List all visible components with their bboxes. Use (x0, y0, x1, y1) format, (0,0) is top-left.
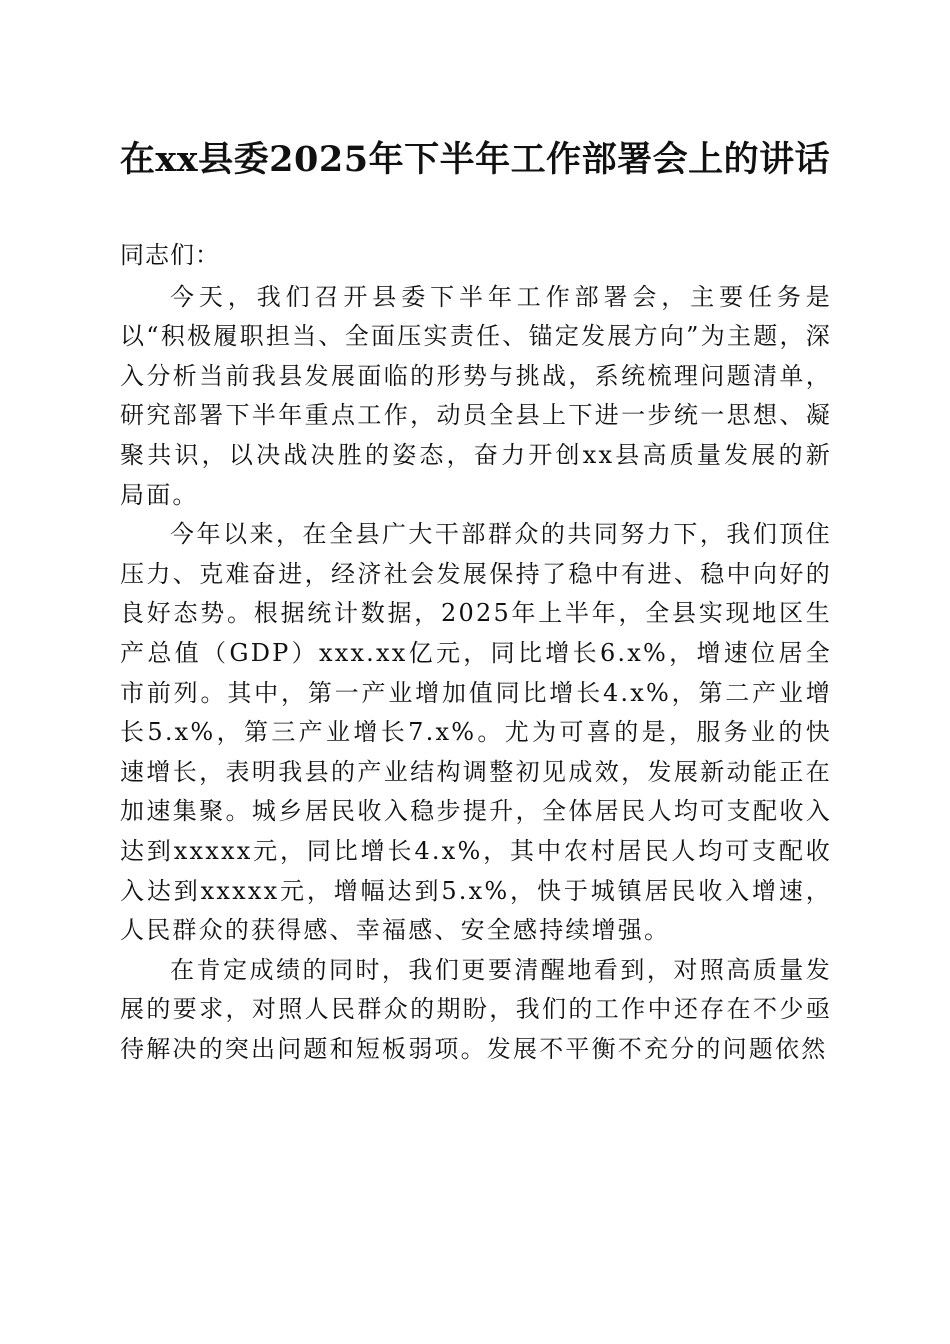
document-title: 在xx县委2025年下半年工作部署会上的讲话 (119, 139, 831, 180)
salutation: 同志们： (120, 241, 220, 269)
paragraph-problems: 在肯定成绩的同时，我们更要清醒地看到，对照高质量发展的要求，对照人民群众的期盼，我们的工作中还存在不少亟待解决的突出问题和短板弱项。发展不平衡不充分的问题依然 (120, 955, 832, 1063)
paragraph-achievements: 今年以来，在全县广大干部群众的共同努力下，我们顶住压力、克难奋进，经济社会发展保持了稳中有进、稳中向好的良好态势。根据统计数据，2025年上半年，全县实现地区生产总值（GDP）xxx.xx亿元，同比增长6.x%，增速位居全市前列。其中，第一产业增加值同比增长4.x%，第二产业增长5.x%，第三产业增长7.x%。尤为可喜的是，服务业的快速增长，表明我县的产业结构调整初见成效，发展新动能正在加速集聚。城乡居民收入稳步提升，全体居民人均可支配收入达到xxxxx元，同比增长4.x%，其中农村居民人均可支配收入达到xxxxx元，增幅达到5.x%，快于城镇居民收入增速，人民群众的获得感、幸福感、安全感持续增强。 (120, 520, 832, 945)
paragraph-opening: 今天，我们召开县委下半年工作部署会，主要任务是以“积极履职担当、全面压实责任、锚定发展方向”为主题，深入分析当前我县发展面临的形势与挑战，系统梳理问题清单，研究部署下半年重点工作，动员全县上下进一步统一思想、凝聚共识，以决战决胜的姿态，奋力开创xx县高质量发展的新局面。 (120, 282, 832, 509)
document-body (120, 236, 832, 1069)
